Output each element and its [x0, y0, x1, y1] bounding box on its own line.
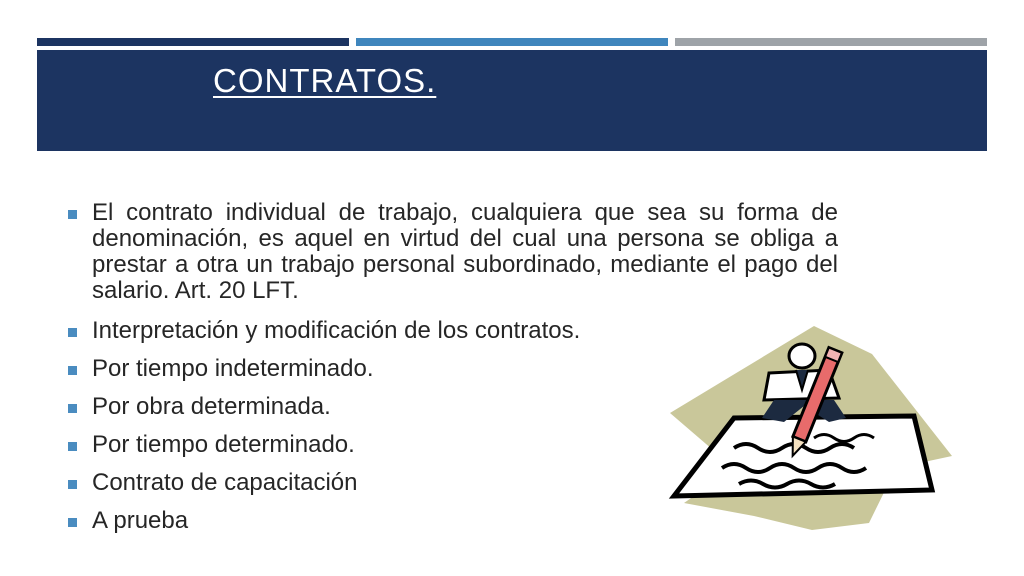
person-writing-contract-icon — [664, 318, 964, 538]
slide-title: CONTRATOS. — [213, 62, 437, 99]
bullet-text: Contrato de capacitación — [92, 469, 358, 496]
square-bullet-icon — [68, 518, 77, 527]
accent-bar-blue — [356, 38, 668, 46]
accent-bar-gray — [675, 38, 987, 46]
square-bullet-icon — [68, 328, 77, 337]
bullet-text: A prueba — [92, 507, 189, 534]
accent-bar-dark-blue — [37, 38, 349, 46]
bullet-text: El contrato individual de trabajo, cualquiera que sea su forma de denominación, es aquel en virtud del cual una persona se obliga a prestar a otra un trabajo personal subordinado, mediante el pago del salario. Art. 20 LFT. — [92, 199, 838, 304]
bullet-text: Por tiempo indeterminado. — [92, 355, 374, 382]
bullet-item — [68, 200, 838, 304]
square-bullet-icon — [68, 366, 77, 375]
square-bullet-icon — [68, 442, 77, 451]
bullet-text: Interpretación y modificación de los contratos. — [92, 317, 581, 344]
bullet-text: Por obra determinada. — [92, 393, 331, 420]
square-bullet-icon — [68, 404, 77, 413]
top-accent-bars — [37, 38, 987, 46]
square-bullet-icon — [68, 480, 77, 489]
bullet-text: Por tiempo determinado. — [92, 431, 355, 458]
title-band — [37, 50, 987, 151]
person-head — [789, 344, 815, 368]
square-bullet-icon — [68, 210, 77, 219]
